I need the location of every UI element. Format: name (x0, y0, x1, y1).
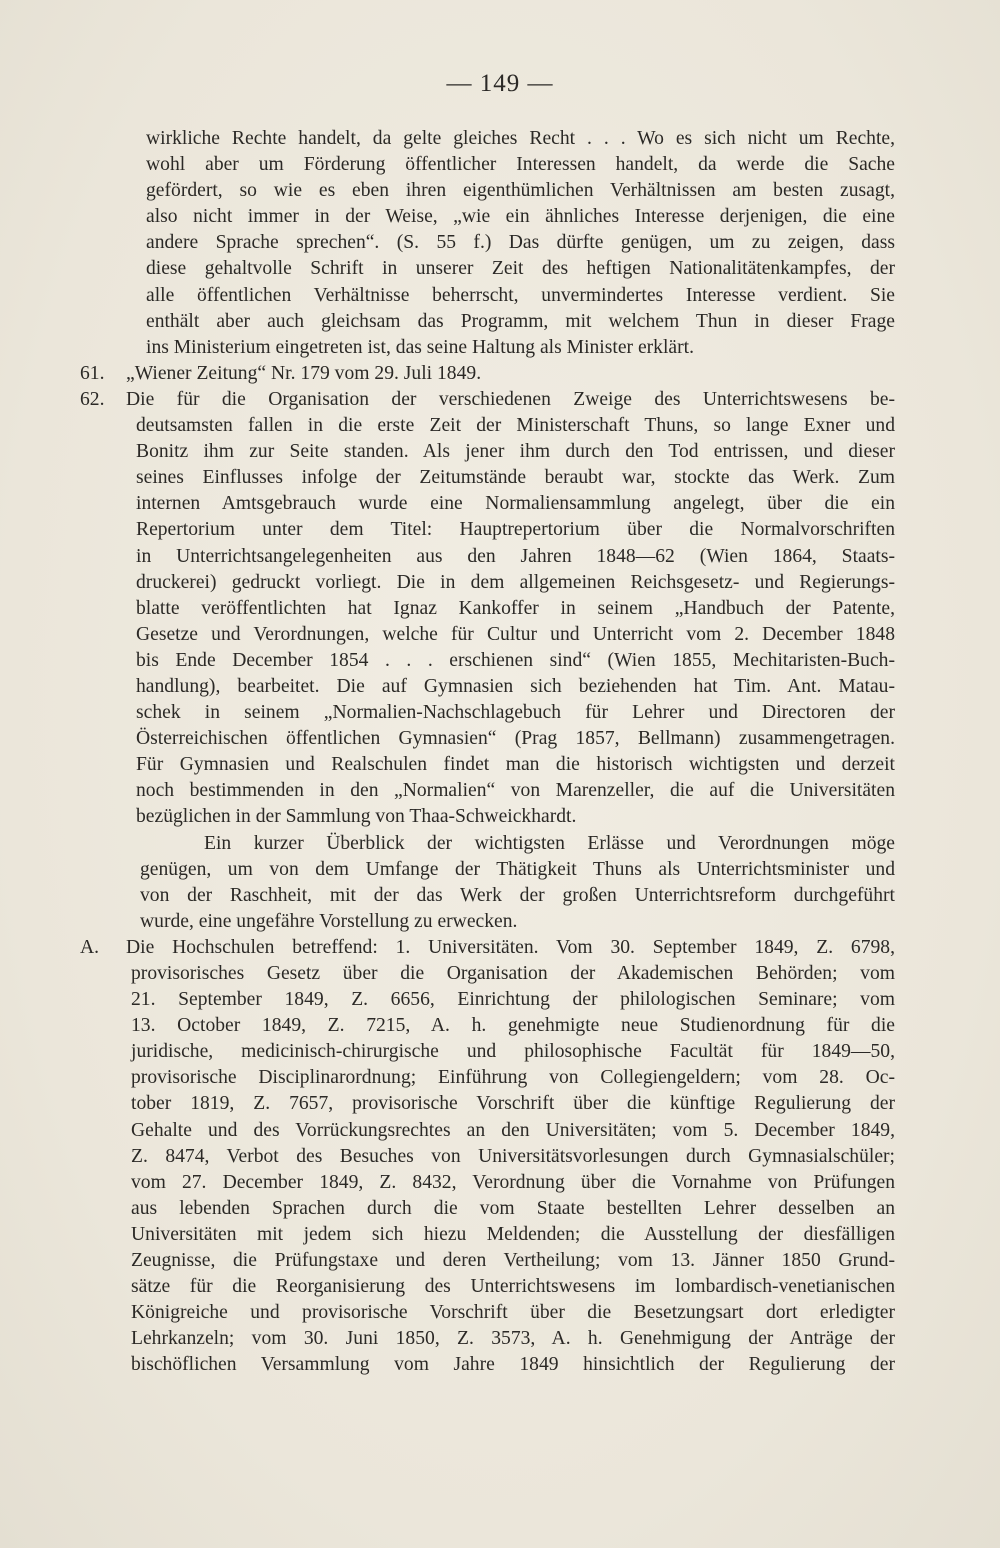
line-text: aus lebenden Sprachen durch die vom Staate bestellten Lehrer desselben an (131, 1197, 895, 1219)
line-text: Die Hochschulen betreffend: 1. Universitäten. Vom 30. September 1849, Z. 6798, (126, 936, 895, 958)
text-line (80, 152, 895, 178)
line-text: sätze für die Reorganisierung des Unterrichtswesens im lombardisch-venetianischen (131, 1276, 895, 1298)
text-line (80, 491, 895, 517)
text-line (80, 126, 895, 152)
line-text: wohl aber um Förderung öffentlicher Interessen handelt, da werde die Sache (146, 154, 895, 176)
text-line (80, 361, 895, 387)
text-line (80, 335, 895, 361)
text-line (80, 831, 895, 857)
text-line (80, 674, 895, 700)
line-text: „Wiener Zeitung“ Nr. 179 vom 29. Juli 1849. (126, 362, 482, 384)
text-line (80, 804, 895, 830)
text-line (80, 517, 895, 543)
text-line (80, 909, 895, 935)
text-line (80, 1352, 895, 1378)
line-text: schek in seinem „Normalien-Nachschlagebuch für Lehrer und Directoren der (136, 702, 895, 724)
line-text: Z. 8474, Verbot des Besuches von Universitätsvorlesungen durch Gymnasialschüler; (131, 1145, 895, 1167)
line-text: internen Amtsgebrauch wurde eine Normaliensammlung angelegt, über die ein (136, 493, 895, 515)
line-text: blatte veröffentlichten hat Ignaz Kankoffer in seinem „Handbuch der Patente, (136, 597, 895, 619)
text-line (80, 1248, 895, 1274)
line-text: Gehalte und des Vorrückungsrechtes an den Universitäten; vom 5. December 1849, (131, 1119, 895, 1141)
line-text: Ein kurzer Überblick der wichtigsten Erlässe und Verordnungen möge (204, 832, 895, 854)
text-line (80, 935, 895, 961)
text-line (80, 230, 895, 256)
text-line (80, 178, 895, 204)
text-line (80, 961, 895, 987)
line-text: enthält aber auch gleichsam das Programm, mit welchem Thun in dieser Frage (146, 310, 895, 332)
line-text: genügen, um von dem Umfange der Thätigkeit Thuns als Unterrichtsminister und (140, 858, 895, 880)
line-text: in Unterrichtsangelegenheiten aus den Jahren 1848—62 (Wien 1864, Staats- (136, 545, 895, 567)
line-text: druckerei) gedruckt vorliegt. Die in dem allgemeinen Reichsgesetz- und Regierungs- (136, 571, 895, 593)
text-line (80, 700, 895, 726)
line-text: tober 1819, Z. 7657, provisorische Vorschrift über die künftige Regulierung der (131, 1093, 895, 1115)
line-text: Für Gymnasien und Realschulen findet man die historisch wichtigsten und derzeit (136, 754, 895, 776)
text-line (80, 1118, 895, 1144)
item-number: A. (80, 936, 100, 958)
line-text: andere Sprache sprechen“. (S. 55 f.) Das dürfte genügen, um zu zeigen, dass (146, 232, 895, 254)
line-text: Repertorium unter dem Titel: Hauptrepertorium über die Normalvorschriften (136, 519, 895, 541)
line-text: Die für die Organisation der verschiedenen Zweige des Unterrichtswesens be- (126, 388, 895, 410)
text-line (80, 1013, 895, 1039)
line-text: provisorische Disciplinarordnung; Einführung von Collegiengeldern; vom 28. Oc- (131, 1067, 895, 1089)
line-text: handlung), bearbeitet. Die auf Gymnasien sich beziehenden hat Tim. Ant. Matau- (136, 675, 895, 697)
text-line (80, 1274, 895, 1300)
text-line (80, 283, 895, 309)
line-text: wirkliche Rechte handelt, da gelte gleiches Recht . . . Wo es sich nicht um Rechte, (146, 128, 895, 149)
text-line (80, 1065, 895, 1091)
line-text: also nicht immer in der Weise, „wie ein ähnliches Interesse derjenigen, die eine (146, 206, 895, 228)
line-text: Österreichischen öffentlichen Gymnasien“ (Prag 1857, Bellmann) zusammengetragen. (136, 728, 895, 750)
text-line (80, 778, 895, 804)
text-line (80, 883, 895, 909)
line-text: bis Ende December 1854 . . . erschienen sind“ (Wien 1855, Mechitaristen-Buch- (136, 649, 895, 671)
line-text: Zeugnisse, die Prüfungstaxe und deren Vertheilung; vom 13. Jänner 1850 Grund- (131, 1250, 895, 1272)
page-number: — 149 — (446, 70, 554, 97)
line-text: seines Einflusses infolge der Zeitumstände beraubt war, stockte das Werk. Zum (136, 467, 895, 489)
item-number: 62. (80, 388, 105, 410)
line-text: deutsamsten fallen in die erste Zeit der Ministerschaft Thuns, so lange Exner und (136, 415, 895, 437)
text-line (80, 1170, 895, 1196)
text-line (80, 596, 895, 622)
text-line (80, 309, 895, 335)
text-line (80, 387, 895, 413)
line-text: Bonitz ihm zur Seite standen. Als jener ihm durch den Tod entrissen, und dieser (136, 441, 895, 463)
text-line (80, 726, 895, 752)
line-text: juridische, medicinisch-chirurgische und philosophische Facultät für 1849—50, (131, 1041, 895, 1063)
text-line (80, 857, 895, 883)
body-text (80, 126, 895, 1379)
text-line (80, 1326, 895, 1352)
line-text: 13. October 1849, Z. 7215, A. h. genehmigte neue Studienordnung für die (131, 1015, 895, 1037)
line-text: bezüglichen in der Sammlung von Thaa-Schweickhardt. (136, 806, 577, 828)
text-line (80, 544, 895, 570)
line-text: 21. September 1849, Z. 6656, Einrichtung der philologischen Seminare; vom (131, 989, 895, 1011)
text-line (80, 570, 895, 596)
line-text: vom 27. December 1849, Z. 8432, Verordnung über die Vornahme von Prüfungen (131, 1171, 895, 1193)
text-line (80, 1039, 895, 1065)
text-line (80, 1091, 895, 1117)
text-line (80, 1196, 895, 1222)
text-line (80, 622, 895, 648)
text-line (80, 1222, 895, 1248)
line-text: ins Ministerium eingetreten ist, das seine Haltung als Minister erklärt. (146, 336, 694, 358)
text-line (80, 1300, 895, 1326)
line-text: von der Raschheit, mit der das Werk der großen Unterrichtsreform durchgeführt (140, 884, 895, 906)
text-line (80, 413, 895, 439)
text-line (80, 987, 895, 1013)
text-line (80, 752, 895, 778)
line-text: alle öffentlichen Verhältnisse beherrscht, unvermindertes Interesse verdient. Sie (146, 284, 895, 306)
line-text: bischöflichen Versammlung vom Jahre 1849 hinsichtlich der Regulierung der (131, 1354, 895, 1376)
line-text: provisorisches Gesetz über die Organisation der Akademischen Behörden; vom (131, 963, 895, 984)
line-text: noch bestimmenden in den „Normalien“ von Marenzeller, die auf die Universitäten (136, 780, 895, 802)
line-text: Königreiche und provisorische Vorschrift über die Besetzungsart dort erledigter (131, 1302, 895, 1324)
line-text: Universitäten mit jedem sich hiezu Meldenden; die Ausstellung der diesfälligen (131, 1223, 895, 1245)
text-line (80, 204, 895, 230)
item-number: 61. (80, 362, 105, 384)
line-text: Lehrkanzeln; vom 30. Juni 1850, Z. 3573, A. h. Genehmigung der Anträge der (131, 1328, 895, 1350)
line-text: diese gehaltvolle Schrift in unserer Zeit des heftigen Nationalitätenkampfes, der (146, 258, 895, 280)
line-text: gefördert, so wie es eben ihren eigenthümlichen Verhältnissen am besten zusagt, (146, 180, 895, 202)
line-text: Gesetze und Verordnungen, welche für Cultur und Unterricht vom 2. December 1848 (136, 623, 895, 645)
line-text: wurde, eine ungefähre Vorstellung zu erwecken. (140, 910, 518, 932)
text-line (80, 256, 895, 282)
text-line (80, 1144, 895, 1170)
text-line (80, 465, 895, 491)
text-line (80, 648, 895, 674)
text-line (80, 439, 895, 465)
